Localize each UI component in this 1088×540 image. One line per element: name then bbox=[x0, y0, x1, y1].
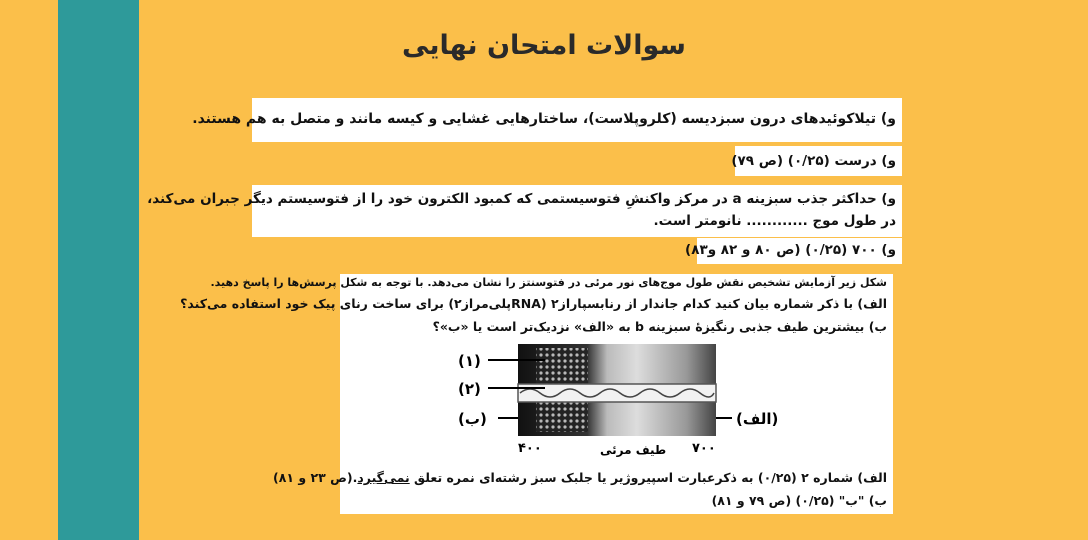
alga-filament bbox=[518, 384, 716, 402]
figure-label-alef: (الف) bbox=[736, 410, 779, 428]
answer-a-negation: نمی‌گیرد bbox=[357, 470, 410, 485]
question-box-2 bbox=[147, 185, 902, 237]
figure-label-b: (ب) bbox=[458, 410, 487, 428]
question-2-line-1: و) حداکثر جذب سبزینه a در مرکز واکنشِ فتوسیستمی که کمبود الکترون خود را از فتوسیستم دیگر جبران می‌کند، bbox=[147, 191, 896, 207]
panel-answer-b: ب) "ب" (۰/۲۵) (ص ۷۹ و ۸۱) bbox=[711, 493, 887, 508]
answer-a-text: الف) شماره ۲ (۰/۲۵) به ذکرعبارت اسپیروژیر یا جلبک سبز رشته‌ای نمره تعلق bbox=[409, 470, 887, 485]
accent-stripe bbox=[58, 0, 139, 540]
question-panel bbox=[180, 274, 893, 514]
panel-heading: شکل زیر آزمایش تشخیص نقش طول موج‌های نور مرئی در فتوسنتز را نشان می‌دهد. با توجه به شکل پرسش‌ها را پاسخ دهید. bbox=[210, 276, 887, 289]
axis-max-label: ۷۰۰ bbox=[692, 441, 716, 456]
question-box-1: و) تیلاکوئیدهای درون سبزدیسه (کلروپلاست)، ساختارهایی غشایی و کیسه مانند و متصل به هم هستند. bbox=[252, 98, 902, 142]
figure-label-2: (۲) bbox=[458, 380, 481, 398]
page-title: سوالات امتحان نهایی bbox=[402, 30, 686, 61]
axis-min-label: ۴۰۰ bbox=[518, 441, 542, 456]
axis-title: طیف مرئی bbox=[600, 443, 667, 457]
spectrum-figure bbox=[340, 340, 893, 464]
panel-question-a: الف) با ذکر شماره بیان کنید کدام جاندار از رنابسپاراز۲ (RNAپلی‌مراز۲) برای ساخت رنای پیک خود استفاده می‌کند؟ bbox=[180, 296, 887, 311]
panel-answer-a bbox=[273, 470, 887, 485]
panel-question-b: ب) بیشترین طیف جذبی رنگیزهٔ سبزینه b به «الف» نزدیک‌تر است یا «ب»؟ bbox=[432, 319, 887, 334]
answer-a-reference: .(ص ۲۳ و ۸۱) bbox=[273, 470, 358, 485]
answer-box-1: و) درست (۰/۲۵) (ص ۷۹) bbox=[735, 146, 902, 176]
question-2-line-2: در طول موج ............ نانومتر است. bbox=[653, 212, 896, 229]
answer-box-2: و) ۷۰۰ (۰/۲۵) (ص ۸۰ و ۸۲ و۸۳) bbox=[697, 238, 902, 264]
figure-label-1: (۱) bbox=[458, 352, 481, 370]
